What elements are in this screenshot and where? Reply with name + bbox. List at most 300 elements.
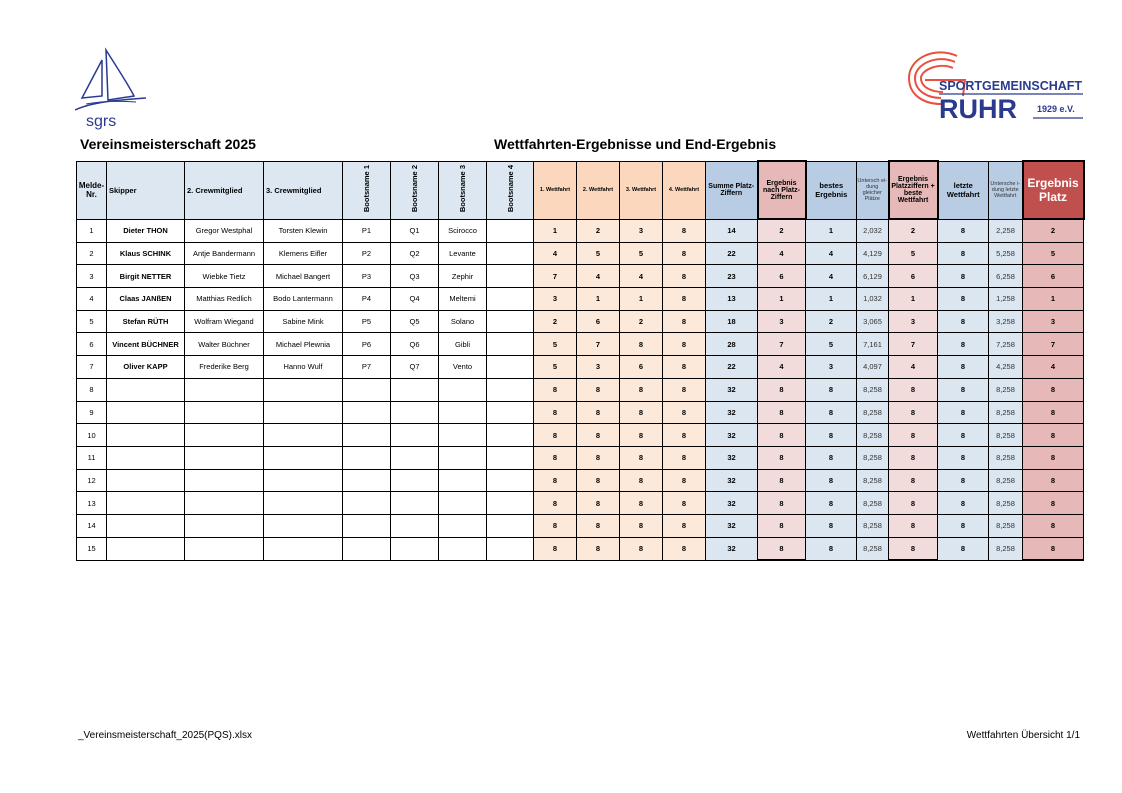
cell-boat3 <box>439 446 487 469</box>
cell-sum: 32 <box>706 492 758 515</box>
cell-race2: 8 <box>577 469 620 492</box>
cell-boat2 <box>391 446 439 469</box>
cell-best-result: 8 <box>806 492 857 515</box>
cell-skipper: Oliver KAPP <box>107 356 185 379</box>
cell-skipper <box>107 424 185 447</box>
cell-crew2 <box>185 401 264 424</box>
cell-race4: 8 <box>663 446 706 469</box>
cell-final-place: 8 <box>1023 424 1084 447</box>
cell-melde-nr: 2 <box>77 242 107 265</box>
cell-race2: 1 <box>577 288 620 311</box>
table-row <box>77 378 1084 401</box>
cell-race1: 4 <box>534 242 577 265</box>
cell-race1: 8 <box>534 537 577 560</box>
cell-race2: 8 <box>577 514 620 537</box>
cell-boat4 <box>487 537 534 560</box>
cell-result-best: 5 <box>889 242 938 265</box>
table-row <box>77 469 1084 492</box>
cell-final-place: 3 <box>1023 310 1084 333</box>
cell-tiebreak-last: 8,258 <box>989 537 1023 560</box>
cell-melde-nr: 9 <box>77 401 107 424</box>
cell-last-race: 8 <box>938 242 989 265</box>
cell-race4: 8 <box>663 333 706 356</box>
cell-boat2 <box>391 424 439 447</box>
table-row <box>77 242 1084 265</box>
svg-text:RUHR: RUHR <box>939 94 1017 124</box>
sg-ruhr-logo-icon <box>905 48 1085 124</box>
cell-melde-nr: 12 <box>77 469 107 492</box>
cell-tiebreak-equal: 6,129 <box>857 265 889 288</box>
cell-boat3 <box>439 537 487 560</box>
cell-best-result: 2 <box>806 310 857 333</box>
cell-result-best: 8 <box>889 492 938 515</box>
cell-crew3: Bodo Lantermann <box>264 288 343 311</box>
cell-tiebreak-equal: 8,258 <box>857 514 889 537</box>
table-row <box>77 288 1084 311</box>
cell-skipper: Birgit NETTER <box>107 265 185 288</box>
cell-crew3 <box>264 424 343 447</box>
cell-tiebreak-equal: 8,258 <box>857 401 889 424</box>
cell-result-best: 8 <box>889 469 938 492</box>
cell-race2: 8 <box>577 446 620 469</box>
cell-tiebreak-equal: 8,258 <box>857 424 889 447</box>
cell-crew2 <box>185 424 264 447</box>
cell-race3: 1 <box>620 288 663 311</box>
cell-boat1: P6 <box>343 333 391 356</box>
cell-tiebreak-last: 8,258 <box>989 469 1023 492</box>
cell-last-race: 8 <box>938 446 989 469</box>
footer-filename: _Vereinsmeisterschaft_2025(PQS).xlsx <box>78 730 252 741</box>
cell-last-race: 8 <box>938 310 989 333</box>
cell-crew3 <box>264 492 343 515</box>
cell-crew3 <box>264 401 343 424</box>
cell-race1: 8 <box>534 424 577 447</box>
cell-boat1 <box>343 446 391 469</box>
cell-race3: 4 <box>620 265 663 288</box>
cell-result-points: 8 <box>758 514 806 537</box>
cell-race1: 2 <box>534 310 577 333</box>
cell-boat3: Zephir <box>439 265 487 288</box>
cell-best-result: 8 <box>806 378 857 401</box>
cell-crew2 <box>185 514 264 537</box>
cell-tiebreak-last: 5,258 <box>989 242 1023 265</box>
cell-crew2: Gregor Westphal <box>185 219 264 242</box>
cell-race4: 8 <box>663 401 706 424</box>
cell-final-place: 8 <box>1023 469 1084 492</box>
cell-sum: 32 <box>706 378 758 401</box>
svg-text:sgrs: sgrs <box>86 113 117 130</box>
cell-tiebreak-last: 3,258 <box>989 310 1023 333</box>
cell-last-race: 8 <box>938 219 989 242</box>
cell-race3: 8 <box>620 537 663 560</box>
cell-boat1 <box>343 492 391 515</box>
cell-best-result: 5 <box>806 333 857 356</box>
cell-race4: 8 <box>663 242 706 265</box>
cell-tiebreak-equal: 4,129 <box>857 242 889 265</box>
cell-tiebreak-last: 1,258 <box>989 288 1023 311</box>
cell-race1: 8 <box>534 401 577 424</box>
cell-boat2: Q7 <box>391 356 439 379</box>
cell-last-race: 8 <box>938 333 989 356</box>
cell-best-result: 8 <box>806 537 857 560</box>
col-race4: 4. Wettfahrt <box>663 161 706 219</box>
cell-melde-nr: 6 <box>77 333 107 356</box>
cell-race4: 8 <box>663 356 706 379</box>
cell-boat4 <box>487 288 534 311</box>
cell-result-best: 8 <box>889 514 938 537</box>
cell-race3: 8 <box>620 514 663 537</box>
col-melde-nr: Melde-Nr. <box>77 161 107 219</box>
cell-result-points: 4 <box>758 356 806 379</box>
cell-boat2 <box>391 492 439 515</box>
col-race3: 3. Wettfahrt <box>620 161 663 219</box>
cell-result-points: 6 <box>758 265 806 288</box>
cell-result-best: 7 <box>889 333 938 356</box>
cell-melde-nr: 5 <box>77 310 107 333</box>
cell-melde-nr: 4 <box>77 288 107 311</box>
cell-boat2 <box>391 401 439 424</box>
cell-result-points: 8 <box>758 378 806 401</box>
cell-final-place: 5 <box>1023 242 1084 265</box>
cell-tiebreak-equal: 8,258 <box>857 469 889 492</box>
cell-boat1 <box>343 469 391 492</box>
cell-sum: 14 <box>706 219 758 242</box>
cell-result-best: 3 <box>889 310 938 333</box>
cell-tiebreak-last: 8,258 <box>989 424 1023 447</box>
cell-last-race: 8 <box>938 424 989 447</box>
cell-tiebreak-equal: 2,032 <box>857 219 889 242</box>
cell-boat4 <box>487 242 534 265</box>
cell-sum: 32 <box>706 514 758 537</box>
cell-crew2 <box>185 537 264 560</box>
cell-race3: 6 <box>620 356 663 379</box>
cell-race1: 5 <box>534 356 577 379</box>
cell-boat2: Q4 <box>391 288 439 311</box>
cell-skipper <box>107 492 185 515</box>
cell-crew2: Matthias Redlich <box>185 288 264 311</box>
cell-melde-nr: 13 <box>77 492 107 515</box>
cell-boat3: Gibli <box>439 333 487 356</box>
cell-boat2 <box>391 378 439 401</box>
cell-result-points: 8 <box>758 424 806 447</box>
col-last-race: letzte Wettfahrt <box>938 161 989 219</box>
cell-crew3 <box>264 514 343 537</box>
cell-last-race: 8 <box>938 537 989 560</box>
cell-skipper <box>107 469 185 492</box>
col-race2: 2. Wettfahrt <box>577 161 620 219</box>
cell-race3: 8 <box>620 333 663 356</box>
cell-last-race: 8 <box>938 492 989 515</box>
cell-best-result: 8 <box>806 514 857 537</box>
cell-crew2: Frederike Berg <box>185 356 264 379</box>
cell-crew3: Torsten Klewin <box>264 219 343 242</box>
cell-final-place: 8 <box>1023 378 1084 401</box>
cell-race2: 8 <box>577 492 620 515</box>
cell-crew2 <box>185 378 264 401</box>
cell-boat4 <box>487 401 534 424</box>
cell-tiebreak-last: 8,258 <box>989 492 1023 515</box>
table-row <box>77 333 1084 356</box>
col-skipper: Skipper <box>107 161 185 219</box>
cell-boat4 <box>487 378 534 401</box>
cell-final-place: 8 <box>1023 514 1084 537</box>
table-title: Wettfahrten-Ergebnisse und End-Ergebnis <box>494 136 777 152</box>
cell-boat1: P7 <box>343 356 391 379</box>
cell-crew3: Sabine Mink <box>264 310 343 333</box>
col-tiebreak-equal: Untersch ei-dung gleicher Plätze <box>857 161 889 219</box>
cell-boat2: Q5 <box>391 310 439 333</box>
cell-race4: 8 <box>663 514 706 537</box>
cell-melde-nr: 7 <box>77 356 107 379</box>
cell-race3: 5 <box>620 242 663 265</box>
results-table <box>76 160 1085 561</box>
cell-boat3: Solano <box>439 310 487 333</box>
cell-boat2 <box>391 469 439 492</box>
cell-tiebreak-last: 8,258 <box>989 378 1023 401</box>
cell-race4: 8 <box>663 219 706 242</box>
cell-melde-nr: 10 <box>77 424 107 447</box>
cell-result-points: 8 <box>758 446 806 469</box>
header-row <box>77 161 1084 219</box>
cell-last-race: 8 <box>938 401 989 424</box>
cell-race2: 7 <box>577 333 620 356</box>
cell-tiebreak-equal: 1,032 <box>857 288 889 311</box>
cell-tiebreak-last: 4,258 <box>989 356 1023 379</box>
cell-result-points: 8 <box>758 492 806 515</box>
col-boat1: Bootsname 1 <box>343 161 391 219</box>
cell-result-best: 8 <box>889 378 938 401</box>
cell-melde-nr: 14 <box>77 514 107 537</box>
footer-page-label: Wettfahrten Übersicht 1/1 <box>966 730 1080 741</box>
col-sum: Summe Platz-Ziffern <box>706 161 758 219</box>
table-row <box>77 356 1084 379</box>
cell-result-best: 2 <box>889 219 938 242</box>
cell-tiebreak-equal: 4,097 <box>857 356 889 379</box>
cell-race4: 8 <box>663 537 706 560</box>
col-crew3: 3. Crewmitglied <box>264 161 343 219</box>
cell-tiebreak-last: 8,258 <box>989 446 1023 469</box>
cell-race1: 8 <box>534 469 577 492</box>
cell-boat3 <box>439 469 487 492</box>
cell-boat1 <box>343 514 391 537</box>
cell-sum: 18 <box>706 310 758 333</box>
cell-boat1 <box>343 537 391 560</box>
cell-result-best: 8 <box>889 537 938 560</box>
cell-boat1 <box>343 401 391 424</box>
cell-race4: 8 <box>663 424 706 447</box>
cell-race3: 8 <box>620 469 663 492</box>
cell-race1: 8 <box>534 446 577 469</box>
cell-melde-nr: 11 <box>77 446 107 469</box>
cell-race2: 8 <box>577 537 620 560</box>
cell-result-best: 1 <box>889 288 938 311</box>
cell-final-place: 7 <box>1023 333 1084 356</box>
cell-tiebreak-last: 8,258 <box>989 514 1023 537</box>
cell-tiebreak-equal: 8,258 <box>857 378 889 401</box>
cell-crew3: Klemens Eifler <box>264 242 343 265</box>
col-boat2: Bootsname 2 <box>391 161 439 219</box>
cell-best-result: 1 <box>806 288 857 311</box>
cell-skipper: Klaus SCHINK <box>107 242 185 265</box>
cell-final-place: 8 <box>1023 446 1084 469</box>
table-row <box>77 401 1084 424</box>
cell-melde-nr: 8 <box>77 378 107 401</box>
cell-race2: 5 <box>577 242 620 265</box>
cell-result-points: 4 <box>758 242 806 265</box>
col-final-place: Ergebnis Platz <box>1023 161 1084 219</box>
cell-boat3: Vento <box>439 356 487 379</box>
cell-final-place: 8 <box>1023 492 1084 515</box>
cell-result-best: 8 <box>889 424 938 447</box>
cell-tiebreak-equal: 8,258 <box>857 537 889 560</box>
cell-boat1: P2 <box>343 242 391 265</box>
table-row <box>77 310 1084 333</box>
cell-boat3: Scirocco <box>439 219 487 242</box>
cell-result-points: 8 <box>758 537 806 560</box>
cell-boat2: Q1 <box>391 219 439 242</box>
cell-sum: 32 <box>706 446 758 469</box>
cell-boat3: Meltemi <box>439 288 487 311</box>
cell-race2: 4 <box>577 265 620 288</box>
cell-melde-nr: 15 <box>77 537 107 560</box>
col-best-result: bestes Ergebnis <box>806 161 857 219</box>
cell-race1: 7 <box>534 265 577 288</box>
cell-sum: 28 <box>706 333 758 356</box>
cell-last-race: 8 <box>938 469 989 492</box>
cell-boat3 <box>439 378 487 401</box>
cell-last-race: 8 <box>938 265 989 288</box>
cell-boat3 <box>439 514 487 537</box>
cell-crew2: Wolfram Wiegand <box>185 310 264 333</box>
cell-tiebreak-last: 7,258 <box>989 333 1023 356</box>
cell-sum: 32 <box>706 469 758 492</box>
cell-best-result: 1 <box>806 219 857 242</box>
cell-last-race: 8 <box>938 378 989 401</box>
cell-best-result: 8 <box>806 446 857 469</box>
sgrs-logo <box>72 46 148 130</box>
cell-crew2 <box>185 446 264 469</box>
cell-result-points: 8 <box>758 469 806 492</box>
cell-race4: 8 <box>663 265 706 288</box>
cell-tiebreak-equal: 7,161 <box>857 333 889 356</box>
cell-final-place: 8 <box>1023 537 1084 560</box>
cell-race3: 8 <box>620 492 663 515</box>
cell-race2: 3 <box>577 356 620 379</box>
cell-boat1: P4 <box>343 288 391 311</box>
sportgemeinschaft-ruhr-logo <box>905 48 1085 124</box>
cell-race2: 2 <box>577 219 620 242</box>
cell-boat1: P3 <box>343 265 391 288</box>
cell-crew2: Walter Büchner <box>185 333 264 356</box>
cell-race2: 8 <box>577 401 620 424</box>
cell-boat1: P1 <box>343 219 391 242</box>
sailboat-icon <box>72 46 148 130</box>
col-result-points: Ergebnis nach Platz-Ziffern <box>758 161 806 219</box>
cell-race2: 6 <box>577 310 620 333</box>
cell-boat4 <box>487 514 534 537</box>
table-row <box>77 446 1084 469</box>
cell-boat2: Q2 <box>391 242 439 265</box>
cell-crew2: Wiebke Tietz <box>185 265 264 288</box>
col-crew2: 2. Crewmitglied <box>185 161 264 219</box>
cell-race2: 8 <box>577 378 620 401</box>
cell-boat4 <box>487 310 534 333</box>
cell-sum: 22 <box>706 356 758 379</box>
cell-final-place: 2 <box>1023 219 1084 242</box>
cell-race1: 8 <box>534 514 577 537</box>
cell-tiebreak-last: 6,258 <box>989 265 1023 288</box>
cell-result-best: 6 <box>889 265 938 288</box>
cell-boat3 <box>439 492 487 515</box>
cell-best-result: 8 <box>806 469 857 492</box>
cell-skipper: Dieter THON <box>107 219 185 242</box>
col-tiebreak-last: Untersche i-dung letzte Wettfahrt <box>989 161 1023 219</box>
cell-race4: 8 <box>663 378 706 401</box>
cell-sum: 23 <box>706 265 758 288</box>
cell-race2: 8 <box>577 424 620 447</box>
cell-boat1 <box>343 424 391 447</box>
cell-race3: 8 <box>620 401 663 424</box>
cell-race1: 8 <box>534 378 577 401</box>
cell-boat3 <box>439 424 487 447</box>
cell-crew2: Antje Bandermann <box>185 242 264 265</box>
cell-tiebreak-last: 8,258 <box>989 401 1023 424</box>
cell-boat2: Q6 <box>391 333 439 356</box>
cell-race3: 3 <box>620 219 663 242</box>
table-row <box>77 424 1084 447</box>
cell-tiebreak-equal: 8,258 <box>857 492 889 515</box>
cell-skipper <box>107 378 185 401</box>
cell-race3: 2 <box>620 310 663 333</box>
cell-sum: 32 <box>706 537 758 560</box>
cell-tiebreak-last: 2,258 <box>989 219 1023 242</box>
cell-best-result: 8 <box>806 401 857 424</box>
cell-boat4 <box>487 356 534 379</box>
cell-boat4 <box>487 446 534 469</box>
cell-crew3 <box>264 446 343 469</box>
cell-final-place: 1 <box>1023 288 1084 311</box>
cell-boat3: Levante <box>439 242 487 265</box>
cell-last-race: 8 <box>938 288 989 311</box>
table-row <box>77 219 1084 242</box>
cell-boat4 <box>487 469 534 492</box>
cell-boat4 <box>487 424 534 447</box>
cell-result-best: 8 <box>889 401 938 424</box>
cell-race3: 8 <box>620 446 663 469</box>
col-result-best: Ergebnis Platzziffern + beste Wettfahrt <box>889 161 938 219</box>
cell-skipper <box>107 537 185 560</box>
table-row <box>77 514 1084 537</box>
cell-race3: 8 <box>620 424 663 447</box>
col-boat3: Bootsname 3 <box>439 161 487 219</box>
cell-result-best: 8 <box>889 446 938 469</box>
cell-best-result: 4 <box>806 242 857 265</box>
cell-race1: 8 <box>534 492 577 515</box>
page-title: Vereinsmeisterschaft 2025 <box>80 136 256 152</box>
cell-skipper <box>107 514 185 537</box>
cell-best-result: 3 <box>806 356 857 379</box>
cell-tiebreak-equal: 3,065 <box>857 310 889 333</box>
cell-best-result: 4 <box>806 265 857 288</box>
cell-final-place: 8 <box>1023 401 1084 424</box>
svg-text:SPORTGEMEINSCHAFT: SPORTGEMEINSCHAFT <box>939 79 1083 93</box>
cell-crew3 <box>264 537 343 560</box>
cell-tiebreak-equal: 8,258 <box>857 446 889 469</box>
cell-skipper: Claas JANßEN <box>107 288 185 311</box>
cell-race1: 1 <box>534 219 577 242</box>
cell-skipper: Stefan RÜTH <box>107 310 185 333</box>
cell-skipper: Vincent BÜCHNER <box>107 333 185 356</box>
